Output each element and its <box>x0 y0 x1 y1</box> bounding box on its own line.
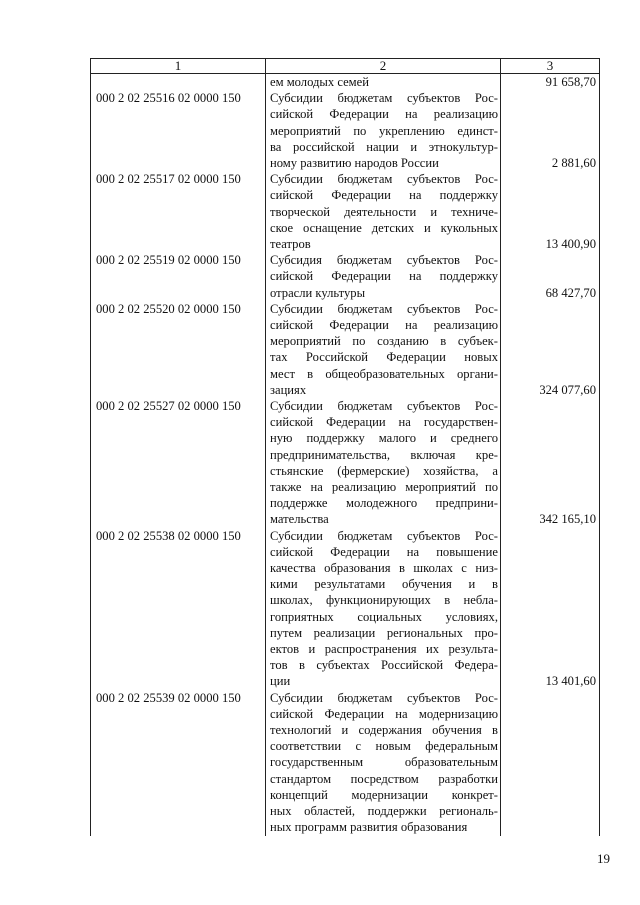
row-description-line: тах Российской Федерации новых <box>270 350 498 365</box>
row-description-line: гоприятных социальных условиях, <box>270 609 498 624</box>
row-description-line: сийской Федерации на государствен- <box>270 415 498 430</box>
row-description-line: Субсидии бюджетам субъектов Рос- <box>270 172 498 187</box>
row-description-line: тов в субъектах Российской Федера- <box>270 658 498 673</box>
row-code: 000 2 02 25520 02 0000 150 <box>96 301 241 316</box>
row-amount: 324 077,60 <box>539 382 596 397</box>
header-col-3: 3 <box>546 58 554 73</box>
row-description-line: концепций модернизации конкрет- <box>270 787 498 802</box>
row-description-line: творческой деятельности и техниче- <box>270 204 498 219</box>
row-description-line: зациях <box>270 382 307 397</box>
row-description <box>270 171 498 252</box>
row-description-line: ектов и распространения их результа- <box>270 641 498 656</box>
row-amount: 2 881,60 <box>551 156 596 170</box>
row-description-line: сийской Федерации на реализацию <box>270 107 498 122</box>
row-description <box>270 252 498 301</box>
row-amount: 68 427,70 <box>545 285 596 300</box>
continuation-line: ем молодых семей <box>270 75 369 89</box>
row-description <box>270 528 498 690</box>
row-description-line: ское оснащение детских и кукольных <box>270 220 498 235</box>
row-description-line: мероприятий по созданию в субъек- <box>270 334 498 349</box>
row-description-line: сийской Федерации на реализацию <box>270 317 498 332</box>
row-description-line: мательства <box>270 512 329 527</box>
row-description-line: сийской Федерации на поддержку <box>270 269 498 284</box>
row-description <box>270 90 498 171</box>
row-description-line: Субсидии бюджетам субъектов Рос- <box>270 91 498 106</box>
row-description-line: государственным образовательным <box>270 755 498 770</box>
row-code: 000 2 02 25527 02 0000 150 <box>96 399 241 413</box>
row-description-line: Субсидии бюджетам субъектов Рос- <box>270 399 498 413</box>
row-description-line: путем реализации региональных про- <box>270 625 498 640</box>
row-description-line: сийской Федерации на повышение <box>270 544 498 559</box>
row-description-line: ных областей, поддержки региональ- <box>270 803 498 818</box>
continuation-text <box>270 74 498 90</box>
continuation-amount: 91 658,70 <box>545 75 596 89</box>
row-description-line: Субсидии бюджетам субъектов Рос- <box>270 690 498 705</box>
row-description-line: поддержке молодежного предприни- <box>270 496 498 511</box>
row-description <box>270 301 498 398</box>
row-code: 000 2 02 25538 02 0000 150 <box>96 528 241 543</box>
column-divider-2 <box>500 58 501 836</box>
row-description-line: театров <box>270 236 311 251</box>
row-amount: 13 401,60 <box>545 674 596 689</box>
page-number: 19 <box>597 851 610 866</box>
row-description <box>270 398 498 528</box>
row-description-line: также на реализацию мероприятий по <box>270 479 498 494</box>
row-description-line: кими результатами обучения и в <box>270 577 498 592</box>
row-description-line: Субсидия бюджетам субъектов Рос- <box>270 253 498 268</box>
row-code: 000 2 02 25519 02 0000 150 <box>96 253 241 268</box>
header-col-2: 2 <box>379 58 387 73</box>
row-description-line: технологий и содержания обучения в <box>270 722 498 737</box>
row-description-line: ции <box>270 674 291 689</box>
row-description-line: Субсидии бюджетам субъектов Рос- <box>270 528 498 543</box>
row-description <box>270 690 498 836</box>
row-code: 000 2 02 25539 02 0000 150 <box>96 690 241 705</box>
row-description-line: отрасли культуры <box>270 285 366 300</box>
row-description-line: соответствии с новым федеральным <box>270 739 498 754</box>
header-col-1: 1 <box>174 58 182 73</box>
row-description-line: мест в общеобразовательных органи- <box>270 366 498 381</box>
row-description-line: стандартом посредством разработки <box>270 771 498 786</box>
row-description-line: школах, функционирующих в небла- <box>270 593 498 608</box>
row-code: 000 2 02 25517 02 0000 150 <box>96 172 241 187</box>
row-description-line: стьянские (фермерские) хозяйства, а <box>270 463 498 478</box>
row-code: 000 2 02 25516 02 0000 150 <box>96 91 241 106</box>
row-description-line: качества образования в школах с низ- <box>270 560 498 575</box>
table-left-border <box>90 58 91 836</box>
row-description-line: сийской Федерации на модернизацию <box>270 706 498 721</box>
row-amount: 13 400,90 <box>545 237 596 251</box>
row-description-line: ва российской нации и этнокультур- <box>270 139 498 154</box>
row-description-line: ному развитию народов России <box>270 155 439 170</box>
row-description-line: мероприятий по укреплению единст- <box>270 123 498 138</box>
column-divider-1 <box>265 58 266 836</box>
table-right-border <box>599 58 600 836</box>
row-description-line: предпринимательства, включая кре- <box>270 447 498 462</box>
row-description-line: ную поддержку малого и среднего <box>270 431 498 446</box>
row-description-line: ных программ развития образования <box>270 820 468 835</box>
row-description-line: Субсидии бюджетам субъектов Рос- <box>270 301 498 316</box>
row-amount: 342 165,10 <box>539 512 596 527</box>
row-description-line: сийской Федерации на поддержку <box>270 188 498 203</box>
